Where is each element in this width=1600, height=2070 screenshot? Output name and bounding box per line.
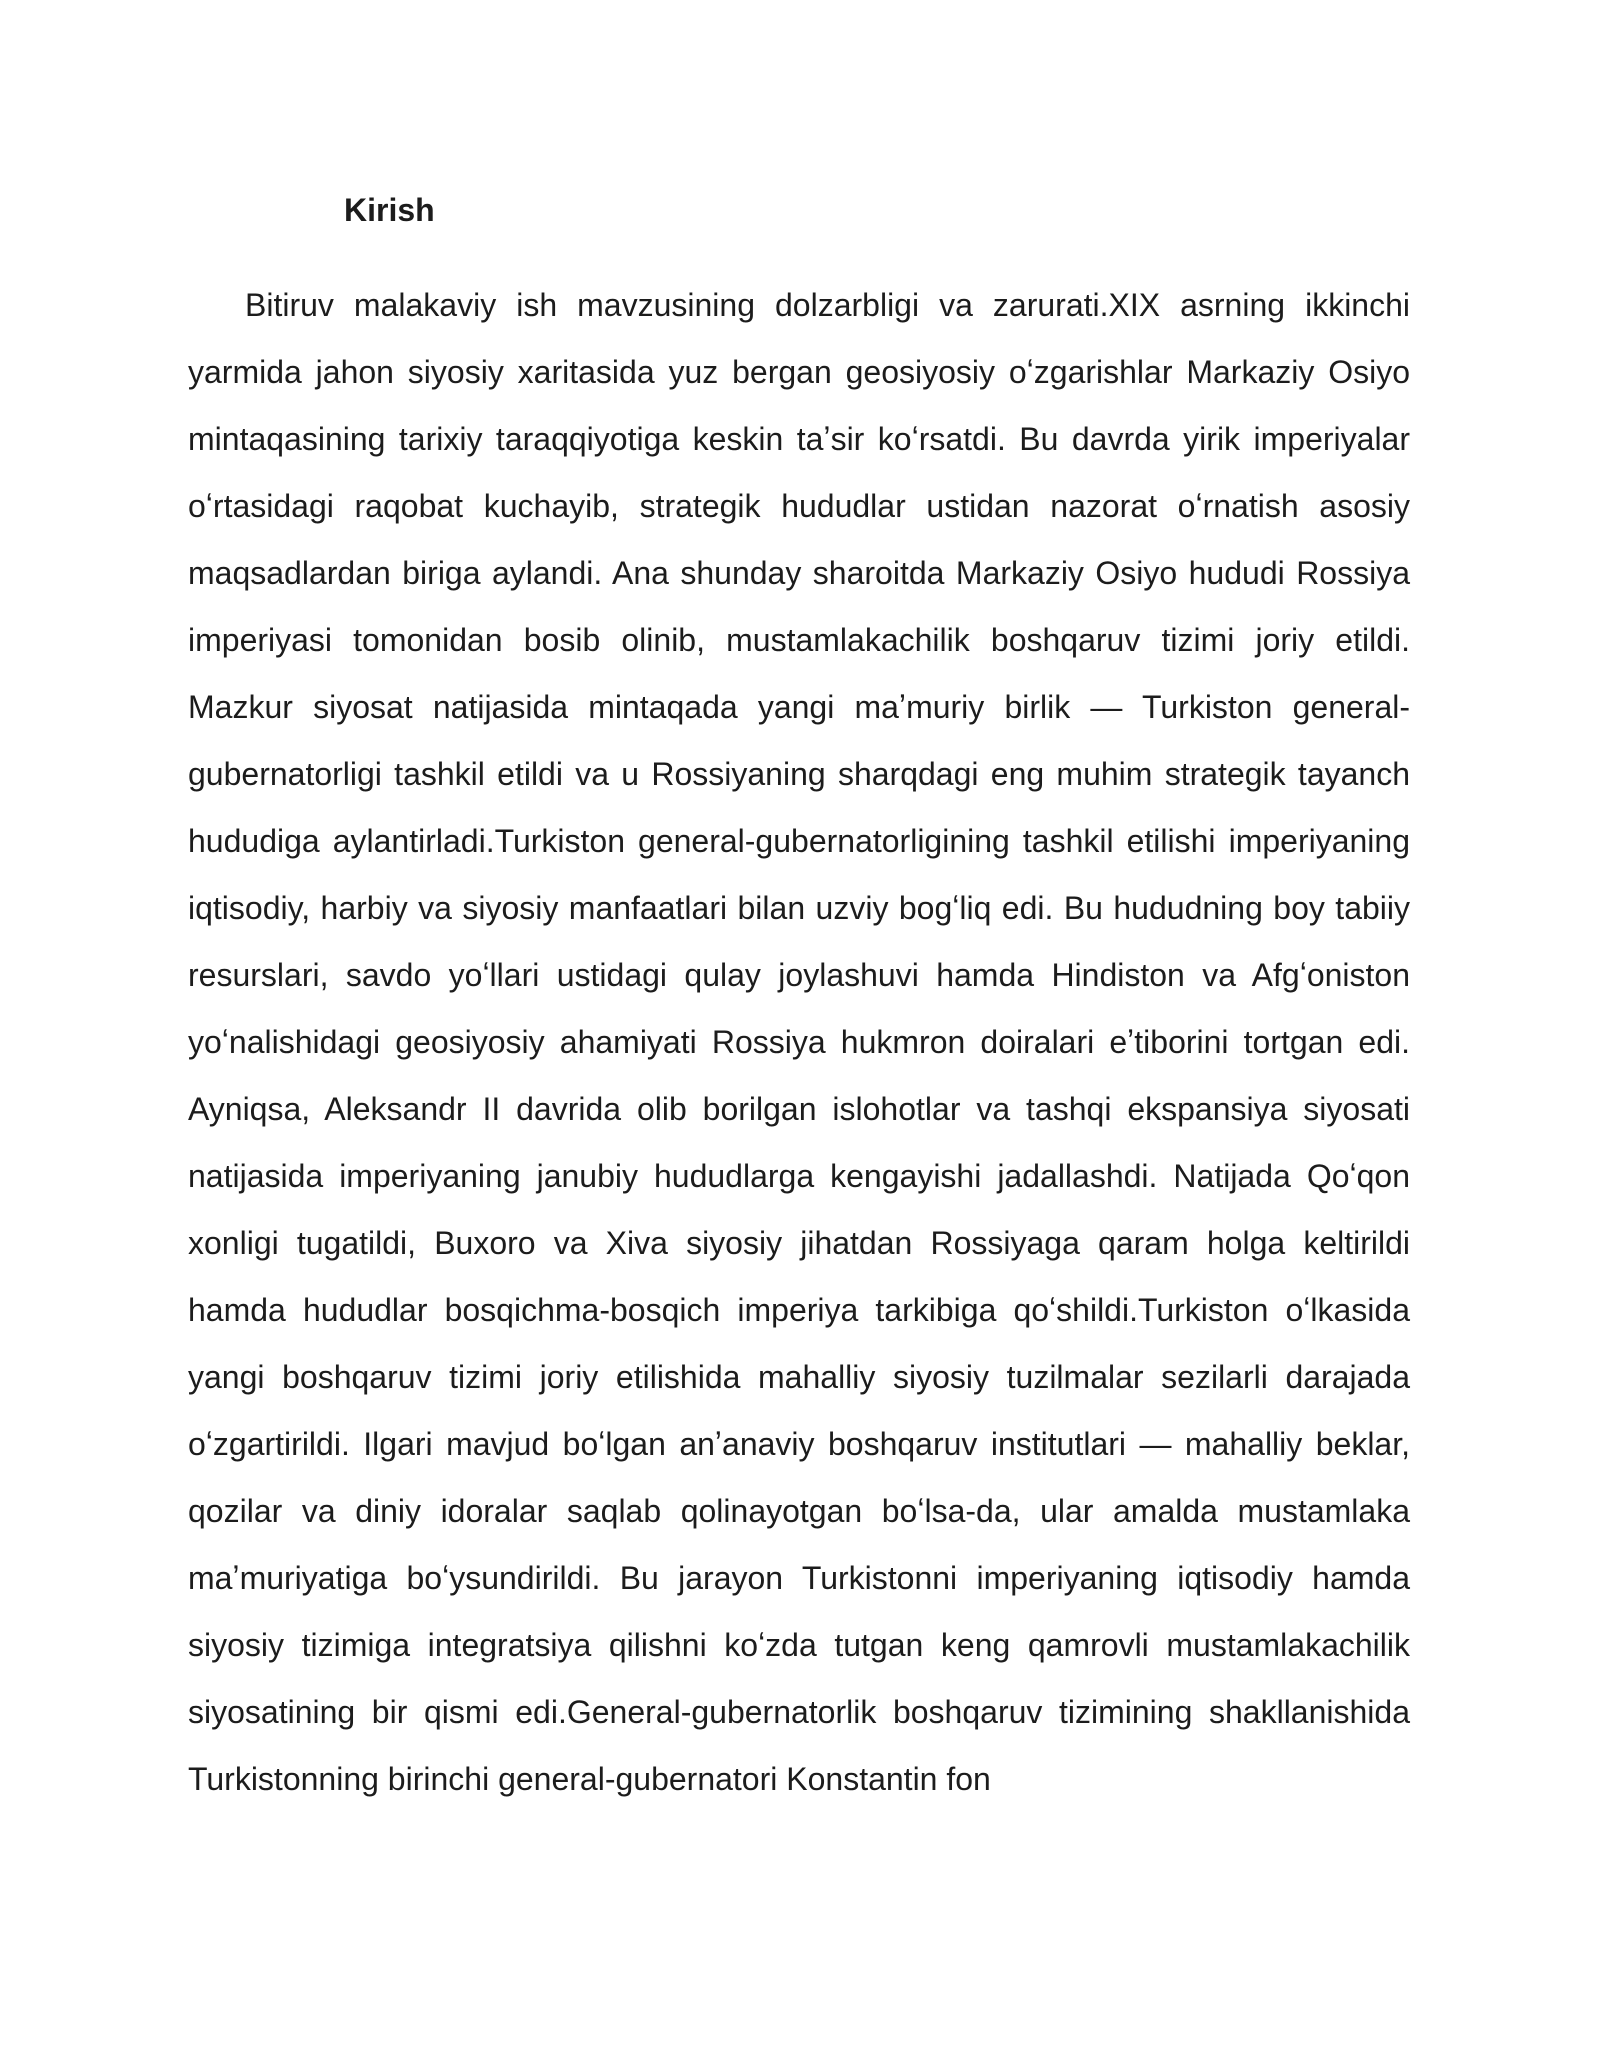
body-paragraph: Bitiruv malakaviy ish mavzusining dolzarbligi va zarurati.XIX asrning ikkinchi yarmida jahon siyosiy xaritasida yuz bergan geosiyosiy oʻzgarishlar Markaziy Osiyo mintaqasining tarixiy taraqqiyotiga keskin taʼsir koʻrsatdi. Bu davrda yirik imperiyalar oʻrtasidagi raqobat kuchayib, strategik hududlar ustidan nazorat oʻrnatish asosiy maqsadlardan biriga aylandi. Ana shunday sharoitda Markaziy Osiyo hududi Rossiya imperiyasi tomonidan bosib olinib, mustamlakachilik boshqaruv tizimi joriy etildi. Mazkur siyosat natijasida mintaqada yangi maʼmuriy birlik — Turkiston general-gubernatorligi tashkil etildi va u Rossiyaning sharqdagi eng muhim strategik tayanch hududiga aylantirladi.Turkiston general-gubernatorligining tashkil etilishi imperiyaning iqtisodiy, harbiy va siyosiy manfaatlari bilan uzviy bogʻliq edi. Bu hududning boy tabiiy resurslari, savdo yoʻllari ustidagi qulay joylashuvi hamda Hindiston va Afgʻoniston yoʻnalishidagi geosiyosiy ahamiyati Rossiya hukmron doiralari eʼtiborini tortgan edi. Ayniqsa, Aleksandr II davrida olib borilgan islohotlar va tashqi ekspansiya siyosati natijasida imperiyaning janubiy hududlarga kengayishi jadallashdi. Natijada Qoʻqon xonligi tugatildi, Buxoro va Xiva siyosiy jihatdan Rossiyaga qaram holga keltirildi hamda hududlar bosqichma-bosqich imperiya tarkibiga qoʻshildi.Turkiston oʻlkasida yangi boshqaruv tizimi joriy etilishida mahalliy siyosiy tuzilmalar sezilarli darajada oʻzgartirildi. Ilgari mavjud boʻlgan anʼanaviy boshqaruv institutlari — mahalliy beklar, qozilar va diniy idoralar saqlab qolinayotgan boʻlsa-da, ular amalda mustamlaka maʼmuriyatiga boʻysundirildi. Bu jarayon Turkistonni imperiyaning iqtisodiy hamda siyosiy tizimiga integratsiya qilishni koʻzda tutgan keng qamrovli mustamlakachilik siyosatining bir qismi edi.General-gubernatorlik boshqaruv tizimining shakllanishida Turkistonning birinchi general-gubernatori Konstantin fon [188,287,1410,1797]
section-heading: Kirish [344,192,435,228]
